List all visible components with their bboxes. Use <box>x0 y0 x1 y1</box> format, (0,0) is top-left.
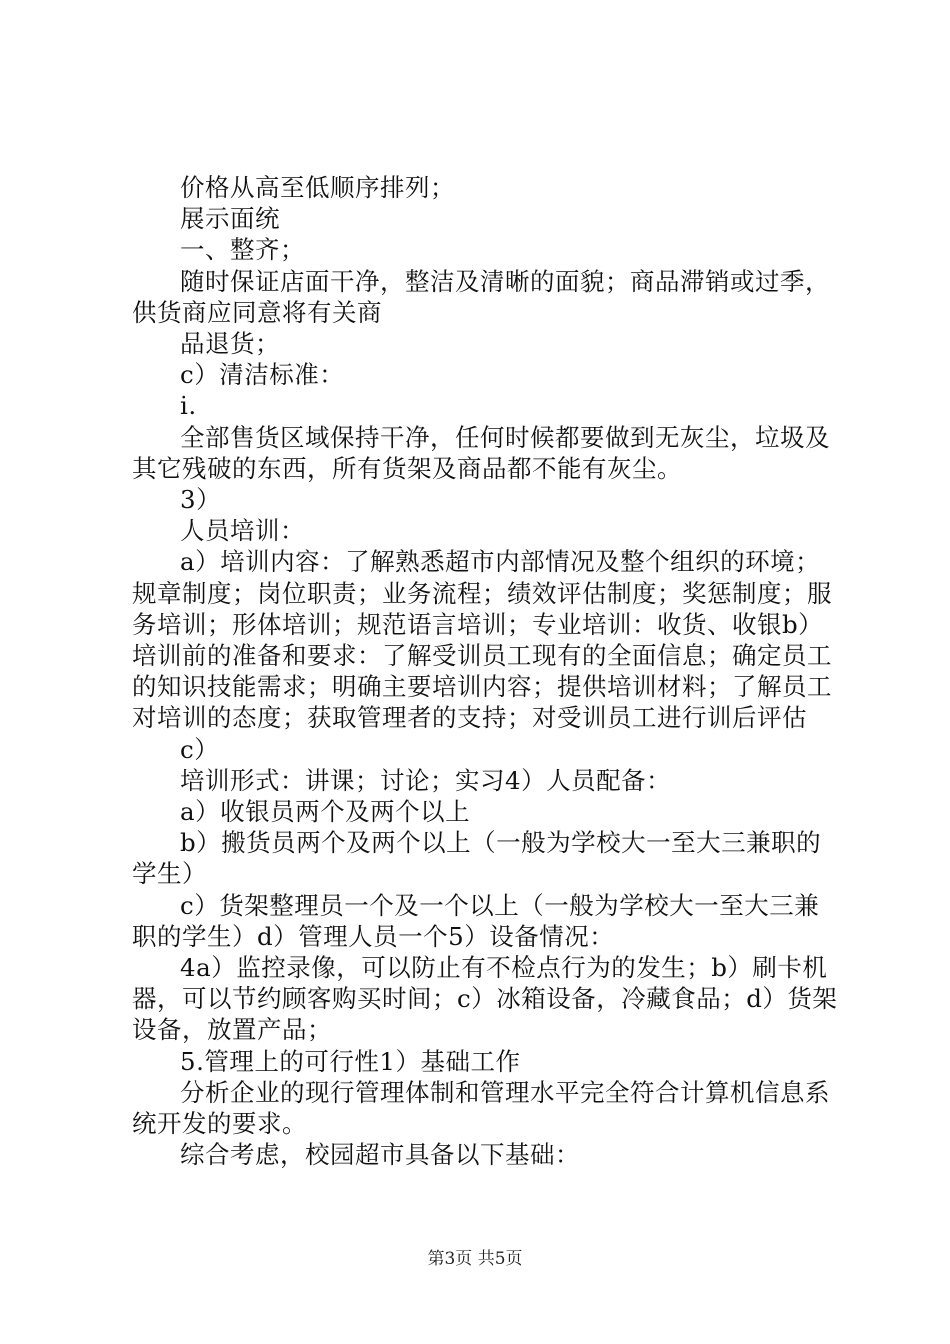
paragraph-17: 4a）监控录像，可以防止有不检点行为的发生；b）刷卡机器，可以节约顾客购买时间；c）冰箱设备，冷藏食品；d）货架设备，放置产品； <box>132 953 838 1045</box>
document-body <box>132 172 840 1171</box>
paragraph-1: 价格从高至低顺序排列； <box>180 173 455 202</box>
paragraph-3: 一、整齐； <box>180 235 305 265</box>
paragraph-7: i. <box>180 391 197 421</box>
paragraph-8: 全部售货区域保持干净，任何时候都要做到无灰尘，垃圾及其它残破的东西，所有货架及商品都不能有灰尘。 <box>132 422 830 483</box>
paragraph-2: 展示面统 <box>180 204 280 234</box>
paragraph-18: 5.管理上的可行性1）基础工作 <box>180 1046 521 1076</box>
paragraph-10: 人员培训： <box>180 516 305 546</box>
paragraph-16: c）货架整理员一个及一个以上（一般为学校大一至大三兼职的学生）d）管理人员一个5）设备情况： <box>132 890 820 951</box>
page-number-footer: 第3页 共5页 <box>427 1249 523 1269</box>
paragraph-20: 综合考虑，校园超市具备以下基础： <box>180 1140 580 1170</box>
paragraph-4: 随时保证店面干净，整洁及清晰的面貌；商品滞销或过季，供货商应同意将有关商 <box>132 266 830 327</box>
paragraph-6: c）清洁标准： <box>180 360 345 390</box>
paragraph-9: 3） <box>180 485 222 515</box>
paragraph-19: 分析企业的现行管理体制和管理水平完全符合计算机信息系统开发的要求。 <box>132 1077 830 1139</box>
paragraph-15: b）搬货员两个及两个以上（一般为学校大一至大三兼职的学生） <box>132 828 822 889</box>
paragraph-11: a）培训内容：了解熟悉超市内部情况及整个组织的环境；规章制度；岗位职责；业务流程；绩效评估制度；奖惩制度；服务培训；形体培训；规范语言培训；专业培训：收货、收银b）培训前的准备和要求：了解受训员工现有的全面信息；确定员工的知识技能需求；明确主要培训内容；提供培训材料；了解员工对培训的态度；获取管理者的支持；对受训员工进行训后评估 <box>132 547 832 733</box>
paragraph-14: a）收银员两个及两个以上 <box>180 797 471 827</box>
paragraph-5: 品退货； <box>180 329 280 359</box>
paragraph-12: c） <box>180 734 220 764</box>
paragraph-13: 培训形式：讲课；讨论；实习4）人员配备： <box>180 765 672 795</box>
